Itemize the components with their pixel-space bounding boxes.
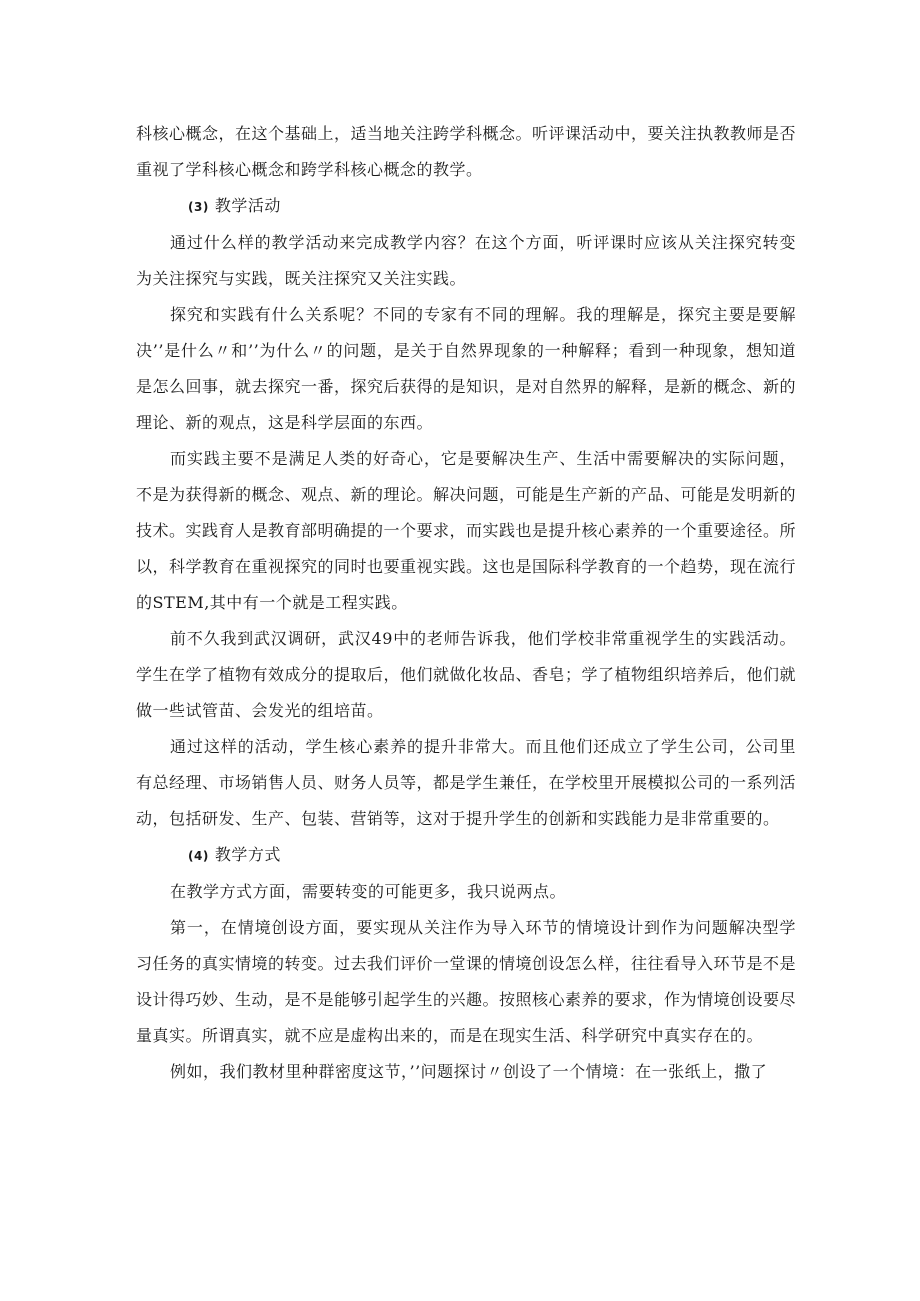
paragraph-1: 科核心概念，在这个基础上，适当地关注跨学科概念。听评课活动中，要关注执教教师是否重视了学科核心概念和跨学科核心概念的教学。 (136, 124, 797, 179)
section-number: (3) (188, 200, 209, 214)
paragraph-6: 通过这样的活动，学生核心素养的提升非常大。而且他们还成立了学生公司，公司里有总经理、市场销售人员、财务人员等，都是学生兼任，在学校里开展模拟公司的一系列活动，包括研发、生产、包装、营销等，这对于提升学生的创新和实践能力是非常重要的。 (136, 737, 797, 828)
paragraph-8: 第一，在情境创设方面，要实现从关注作为导入环节的情境设计到作为问题解决型学习任务的真实情境的转变。过去我们评价一堂课的情境创设怎么样，往往看导入环节是不是设计得巧妙、生动，是不是能够引起学生的兴趣。按照核心素养的要求，作为情境创设要尽量真实。所谓真实，就不应是虚构出来的，而是在现实生活、科学研究中真实存在的。 (136, 918, 797, 1045)
paragraph-9: 例如，我们教材里种群密度这节，’’问题探讨〃创设了一个情境：在一张纸上，撒了 (170, 1062, 768, 1081)
section-heading-3 (136, 188, 796, 225)
paragraph-7: 在教学方式方面，需要转变的可能更多，我只说两点。 (170, 882, 567, 901)
paragraph-5: 前不久我到武汉调研，武汉49中的老师告诉我，他们学校非常重视学生的实践活动。学生在学了植物有效成分的提取后，他们就做化妆品、香皂；学了植物组织培养后，他们就做一些试管苗、会发光的组培苗。 (136, 629, 797, 720)
paragraph-4: 而实践主要不是满足人类的好奇心，它是要解决生产、生活中需要解决的实际问题，不是为获得新的概念、观点、新的理论。解决问题，可能是生产新的产品、可能是发明新的技术。实践育人是教育部明确提的一个要求，而实践也是提升核心素养的一个重要途径。所以，科学教育在重视探究的同时也要重视实践。这也是国际科学教育的一个趋势，现在流行的STEM,其中有一个就是工程实践。 (136, 449, 797, 612)
section-heading-4 (136, 837, 796, 874)
paragraph-3: 探究和实践有什么关系呢？不同的专家有不同的理解。我的理解是，探究主要是要解决’’是什么〃和’’为什么〃的问题，是关于自然界现象的一种解释；看到一种现象，想知道是怎么回事，就去探究一番，探究后获得的是知识，是对自然界的解释，是新的概念、新的理论、新的观点，这是科学层面的东西。 (136, 305, 797, 432)
section-title: 教学方式 (214, 845, 281, 864)
section-title: 教学活动 (214, 196, 281, 215)
document-page (136, 116, 796, 1090)
section-number: (4) (188, 849, 209, 863)
paragraph-2: 通过什么样的教学活动来完成教学内容？在这个方面，听评课时应该从关注探究转变为关注探究与实践，既关注探究又关注实践。 (136, 233, 796, 288)
